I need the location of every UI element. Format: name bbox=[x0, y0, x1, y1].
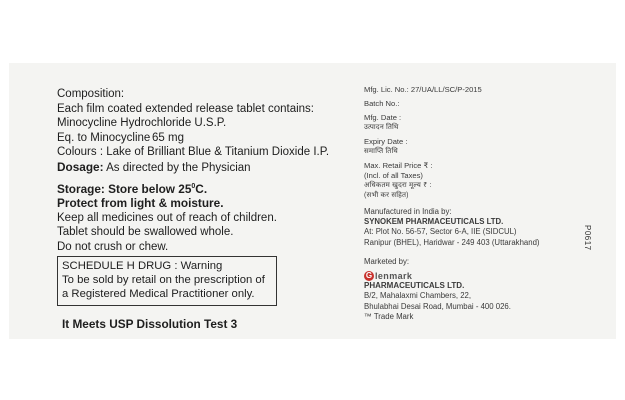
manufacturer-block bbox=[364, 207, 540, 248]
schedule-h-line2: To be sold by retail on the prescription of bbox=[62, 274, 265, 287]
manufacturer-name: SYNOKEM PHARMACEUTICALS LTD. bbox=[364, 217, 504, 227]
keep-away-line: Keep all medicines out of reach of children. bbox=[57, 211, 277, 224]
expiry-date-hindi: समाप्ति तिथि bbox=[364, 148, 398, 155]
mfg-date: Mfg. Date : bbox=[364, 113, 402, 122]
max-retail-price: Max. Retail Price ₹ : bbox=[364, 161, 433, 170]
dosage-label: Dosage: bbox=[57, 159, 104, 174]
protect-line: Protect from light & moisture. bbox=[57, 196, 224, 211]
mfg-date-hindi: उत्पादन तिथि bbox=[364, 124, 399, 131]
trademark-note: ™ Trade Mark bbox=[364, 311, 414, 321]
schedule-h-title: SCHEDULE H DRUG : Warning bbox=[62, 260, 223, 272]
tablet-contains-line: Each film coated extended release tablet contains: bbox=[57, 102, 314, 115]
strength-value: 65 mg bbox=[152, 131, 184, 144]
marketer-name: PHARMACEUTICALS LTD. bbox=[364, 281, 465, 291]
schedule-h-warning-box bbox=[57, 256, 277, 306]
composition-label: Composition: bbox=[57, 88, 125, 100]
marketer-address-1: B/2, Mahalaxmi Chambers, 22, bbox=[364, 291, 472, 301]
storage-degree: 0 bbox=[191, 182, 196, 190]
storage-line bbox=[57, 180, 347, 197]
dosage-line bbox=[57, 160, 347, 176]
equivalent-label: Eq. to Minocycline bbox=[57, 131, 151, 144]
glenmark-logo-mark: G bbox=[365, 270, 373, 280]
dosage-text: As directed by the Physician bbox=[103, 161, 251, 174]
expiry-date: Expiry Date : bbox=[364, 137, 408, 146]
colours-line: Colours : Lake of Brilliant Blue & Titanium Dioxide I.P. bbox=[57, 146, 330, 159]
no-crush-line: Do not crush or chew. bbox=[57, 240, 169, 253]
manufacturer-address-1: At: Plot No. 56-57, Sector 6-A, IIE (SIDCUL) bbox=[364, 227, 517, 237]
marketed-label: Marketed by: bbox=[364, 257, 410, 266]
schedule-h-line3: a Registered Medical Practitioner only. bbox=[62, 288, 255, 301]
composition-block bbox=[57, 87, 347, 254]
swallow-line: Tablet should be swallowed whole. bbox=[57, 226, 234, 239]
taxes-hindi: (सभी कर सहित) bbox=[364, 192, 409, 199]
storage-text: Storage: Store below 25 bbox=[57, 181, 192, 196]
marketer-block bbox=[364, 257, 511, 322]
usp-dissolution-text: It Meets USP Dissolution Test 3 bbox=[62, 317, 238, 331]
equivalent-line bbox=[57, 131, 347, 146]
incl-taxes: (Incl. of all Taxes) bbox=[364, 171, 423, 180]
batch-number: Batch No.: bbox=[364, 99, 400, 108]
side-code: P0617 bbox=[583, 225, 592, 251]
marketer-address-2: Bhulabhai Desai Road, Mumbai - 400 026. bbox=[364, 301, 511, 311]
mfg-license: Mfg. Lic. No.: 27/UA/LL/SC/P-2015 bbox=[364, 85, 482, 94]
batch-info-block bbox=[364, 85, 482, 201]
mrp-hindi: अधिकतम खुदरा मूल्य ₹ : bbox=[364, 182, 432, 189]
ingredient-line: Minocycline Hydrochloride U.S.P. bbox=[57, 117, 227, 130]
glenmark-logo bbox=[364, 270, 511, 281]
manufacturer-address-2: Ranipur (BHEL), Haridwar - 249 403 (Uttarakhand) bbox=[364, 237, 540, 247]
manufactured-label: Manufactured in India by: bbox=[364, 207, 452, 216]
glenmark-logo-text: lenmark bbox=[375, 270, 413, 281]
storage-unit: C. bbox=[195, 181, 208, 196]
